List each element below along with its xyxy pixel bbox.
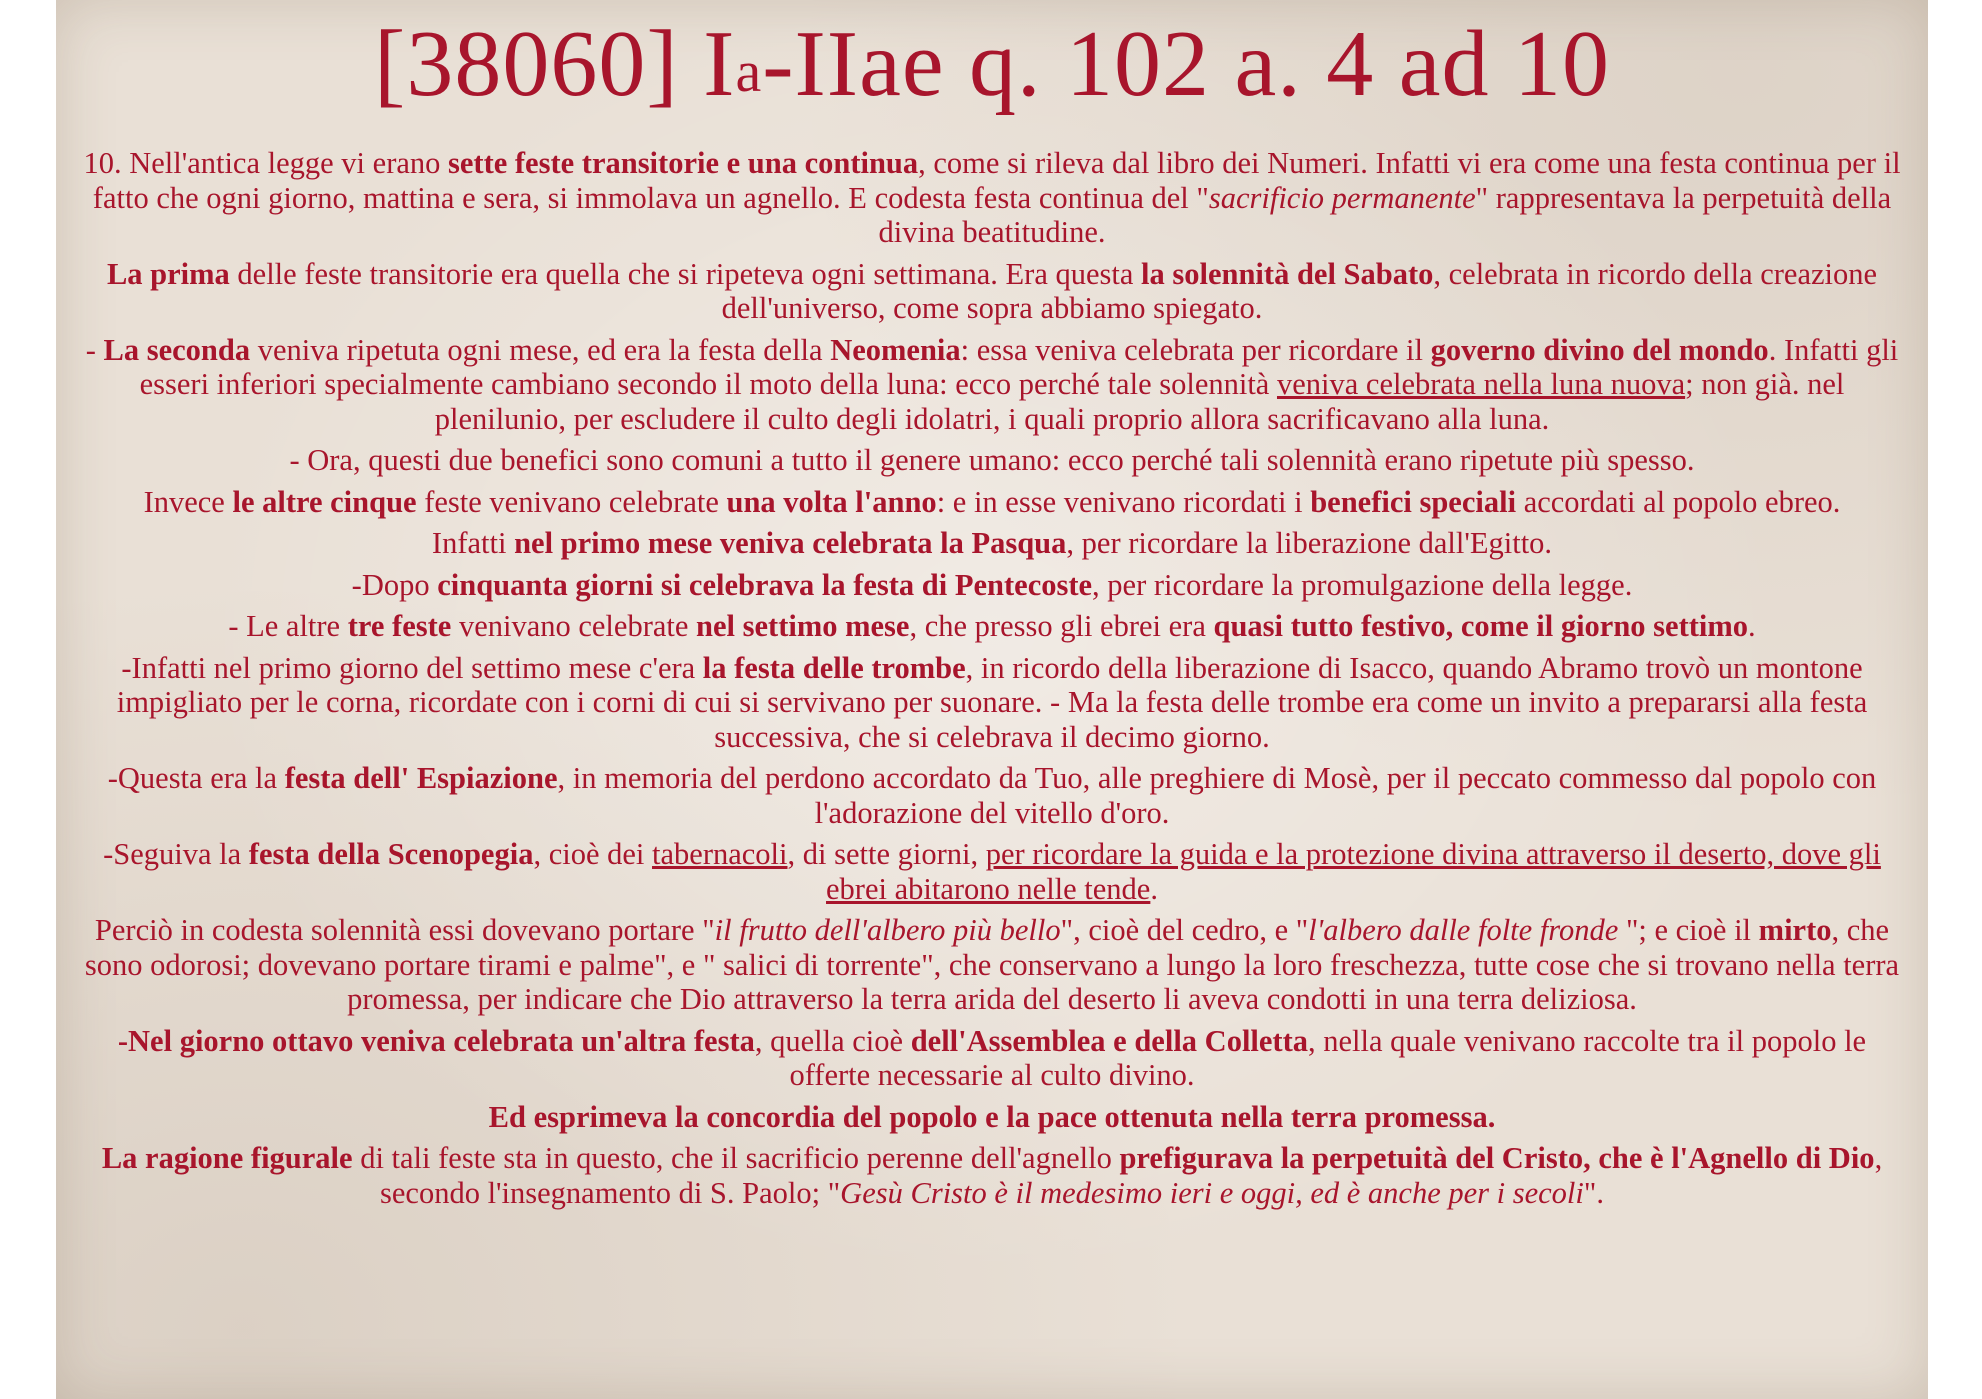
text-run: veniva ripetuta ogni mese, ed era la festa della [250,332,831,367]
title-superscript: a [735,39,763,104]
paragraph [76,257,1908,326]
italic-text: l'albero dalle folte fronde [1308,913,1619,947]
italic-text: sacrificio permanente [1208,180,1476,215]
bold-text: prefigurava la perpetuità del Cristo, che è l'Agnello di Dio [1119,1141,1875,1175]
bold-text: benefici speciali [1310,484,1517,519]
text-run: feste venivano celebrate [416,484,727,519]
paragraph [76,1100,1908,1135]
paragraph [76,837,1908,906]
parchment-page [56,0,1928,1399]
text-run: -Dopo [351,567,438,602]
text-run: "; e cioè il [1618,913,1759,947]
bold-text: dell'Assemblea e della Colletta [910,1023,1308,1058]
text-run: . [1748,609,1756,643]
bold-text: la solennità del Sabato [1141,256,1434,291]
bold-text: Neomenia [830,332,961,367]
paragraph [76,609,1908,644]
text-run: - Le altre [228,609,348,643]
text-run: , di sette giorni, [787,837,986,871]
text-run: . Infatti gli esseri inferiori specialmente cambiano secondo il moto della luna: ecco perché tale solennità [139,332,1899,401]
paragraph [76,1024,1908,1093]
text-run: , celebrata in ricordo della creazione dell'universo, come sopra abbiamo spiegato. [721,256,1878,325]
bold-text: quasi tutto festivo, come il giorno settimo [1213,609,1749,643]
bold-text: le altre cinque [232,484,417,519]
text-run: , quella cioè [754,1023,911,1058]
bold-text: tre feste [347,609,452,643]
paragraph [76,333,1908,437]
text-run: , secondo l'insegnamento di S. Paolo; " [380,1141,1883,1210]
text-run: ". [1583,1175,1604,1210]
text-run: : e in esse venivano ricordati i [936,484,1311,519]
bold-text: nel settimo mese [696,609,910,643]
paragraph [76,485,1908,520]
text-run: - Ora, questi due benefici sono comuni a tutto il genere umano: ecco perché tali solennità erano ripetute più spesso. [289,443,1695,477]
text-run: di tali feste sta in questo, che il sacrificio perenne dell'agnello [352,1141,1120,1175]
text-run: . [1150,871,1158,906]
paragraph [76,913,1908,1017]
paragraph [76,526,1908,561]
paragraph [76,761,1908,830]
text-run: : essa veniva celebrata per ricordare il [960,332,1431,367]
title-prefix: [38060] I [374,12,736,116]
text-run: , nella quale venivano raccolte tra il popolo le offerte necessarie al culto divino. [789,1023,1867,1092]
text-body [76,146,1908,1217]
text-run: " rappresentava la perpetuità della divina beatitudine. [878,180,1892,249]
text-run: , in ricordo della liberazione di Isacco, quando Abramo trovò un montone impigliato per le corna, ricordate con i corni di cui si servivano per suonare. - Ma la festa delle trombe era come un invito a prepararsi alla festa successiva, che si celebrava il decimo giorno. [116,650,1868,754]
text-run: delle feste transitorie era quella che si ripeteva ogni settimana. Era questa [229,256,1142,291]
text-run: , come si rileva dal libro dei Numeri. Infatti vi era come una festa continua per il fatto che ogni giorno, mattina e sera, si immolava un agnello. E codesta festa continua del " [92,146,1901,215]
bold-text: La prima [106,256,230,291]
bold-text: festa della Scenopegia [248,837,534,871]
bold-text: cinquanta giorni si celebrava la festa di Pentecoste [437,567,1093,602]
text-run: , per ricordare la liberazione dall'Egitto. [1066,526,1553,560]
bold-text: governo divino del mondo [1430,332,1769,367]
text-run: Perciò in codesta solennità essi dovevano portare " [94,913,715,947]
text-run: ", cioè del cedro, e " [1060,913,1309,947]
text-run: ; non già. nel plenilunio, per escludere il culto degli idolatri, i quali proprio allora sacrificavano alla luna. [434,367,1845,436]
paragraph [76,651,1908,755]
text-run: , cioè dei [533,837,653,871]
text-run: , in memoria del perdono accordato da Tuo, alle preghiere di Mosè, per il peccato commesso dal popolo con l'adorazione del vitello d'oro. [557,761,1877,830]
italic-text: il frutto dell'albero più bello [714,913,1061,947]
text-run: -Seguiva la [103,837,249,871]
paragraph [76,443,1908,478]
text-run: accordati al popolo ebreo. [1516,484,1841,519]
text-run: , per ricordare la promulgazione della legge. [1092,567,1633,602]
text-run: - [85,332,104,367]
title-suffix: -IIae q. 102 a. 4 ad 10 [762,12,1610,116]
bold-text: La ragione figurale [101,1141,353,1175]
underlined-text: per ricordare la guida e la protezione divina attraverso il deserto, dove gli ebrei abitarono nelle tende [826,837,1881,906]
text-run: 10. Nell'antica legge vi erano [83,146,449,180]
underlined-text: veniva celebrata nella luna nuova [1276,367,1686,401]
paragraph [76,1141,1908,1210]
text-run: -Questa era la [107,761,285,795]
bold-text: mirto [1758,913,1832,947]
text-run: -Infatti nel primo giorno del settimo mese c'era [121,650,703,685]
bold-text: una volta l'anno [726,484,937,519]
text-run: Infatti [431,526,515,560]
italic-text: Gesù Cristo è il medesimo ieri e oggi, ed è anche per i secoli [840,1175,1584,1210]
bold-text: la festa delle trombe [702,650,966,685]
bold-text: festa dell' Espiazione [284,761,558,795]
bold-text: sette feste transitorie e una continua [448,146,919,180]
paragraph [76,146,1908,250]
bold-text: La seconda [103,332,251,367]
text-run: Invece [143,484,233,519]
paragraph [76,568,1908,603]
bold-text: nel primo mese veniva celebrata la Pasqua [514,526,1067,560]
text-run: , che sono odorosi; dovevano portare tirami e palme", e " salici di torrente", che conservano a lungo la loro freschezza, tutte cose che si trovano nella terra promessa, per indicare che Dio attraverso la terra arida del deserto li aveva condotti in una terra deliziosa. [84,913,1900,1016]
bold-text: Ed esprimeva la concordia del popolo e la pace ottenuta nella terra promessa. [488,1099,1496,1134]
text-run: , che presso gli ebrei era [909,609,1214,643]
underlined-text: tabernacoli [652,837,788,871]
bold-text: -Nel giorno ottavo veniva celebrata un'altra festa [117,1023,755,1058]
text-run: venivano celebrate [451,609,697,643]
page-title [56,14,1928,114]
